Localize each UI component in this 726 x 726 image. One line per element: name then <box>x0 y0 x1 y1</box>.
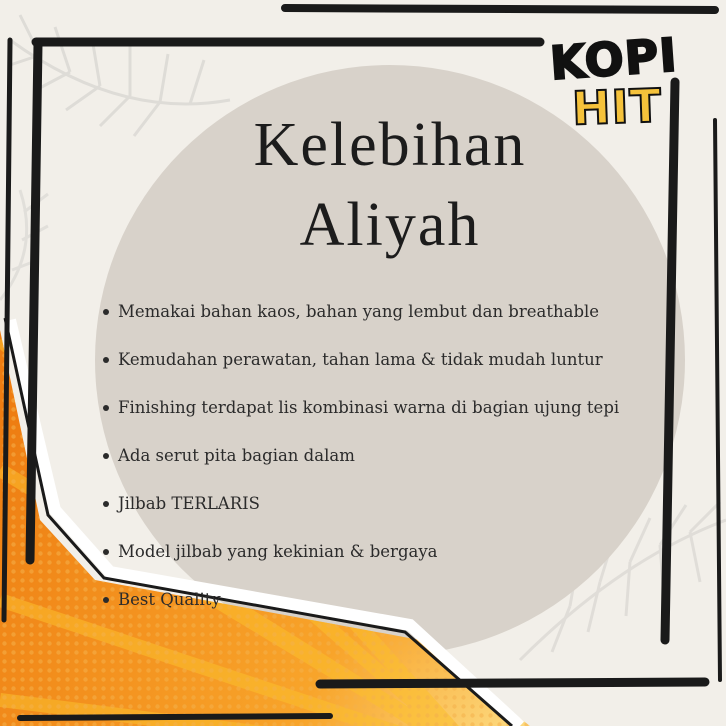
feature-text: Kemudahan perawatan, tahan lama & tidak mudah luntur <box>118 350 603 369</box>
bullet-icon <box>103 357 109 363</box>
bullet-icon <box>103 597 109 603</box>
feature-list <box>100 292 660 628</box>
feature-list-item <box>100 484 660 532</box>
bullet-icon <box>103 501 109 507</box>
feature-text: Jilbab TERLARIS <box>118 494 260 513</box>
feature-text: Finishing terdapat lis kombinasi warna di bagian ujung tepi <box>118 398 620 417</box>
feature-list-item <box>100 388 660 436</box>
feature-list-item <box>100 292 660 340</box>
feature-list-item <box>100 532 660 580</box>
logo-line-kopi: KOPI <box>548 27 680 91</box>
bullet-icon <box>103 405 109 411</box>
feature-list-item <box>100 340 660 388</box>
feature-text: Best Quality <box>118 590 221 609</box>
page-title-line-2: Aliyah <box>299 191 481 259</box>
feature-text: Model jilbab yang kekinian & bergaya <box>118 542 438 561</box>
feature-list-item <box>100 436 660 484</box>
feature-text: Ada serut pita bagian dalam <box>118 446 355 465</box>
logo-line-hit: HIT <box>571 78 663 136</box>
bullet-icon <box>103 453 109 459</box>
bullet-icon <box>103 549 109 555</box>
bullet-icon <box>103 309 109 315</box>
feature-text: Memakai bahan kaos, bahan yang lembut dan breathable <box>118 302 600 321</box>
feature-list-item <box>100 580 660 628</box>
page-title-line-1: Kelebihan <box>253 111 527 179</box>
